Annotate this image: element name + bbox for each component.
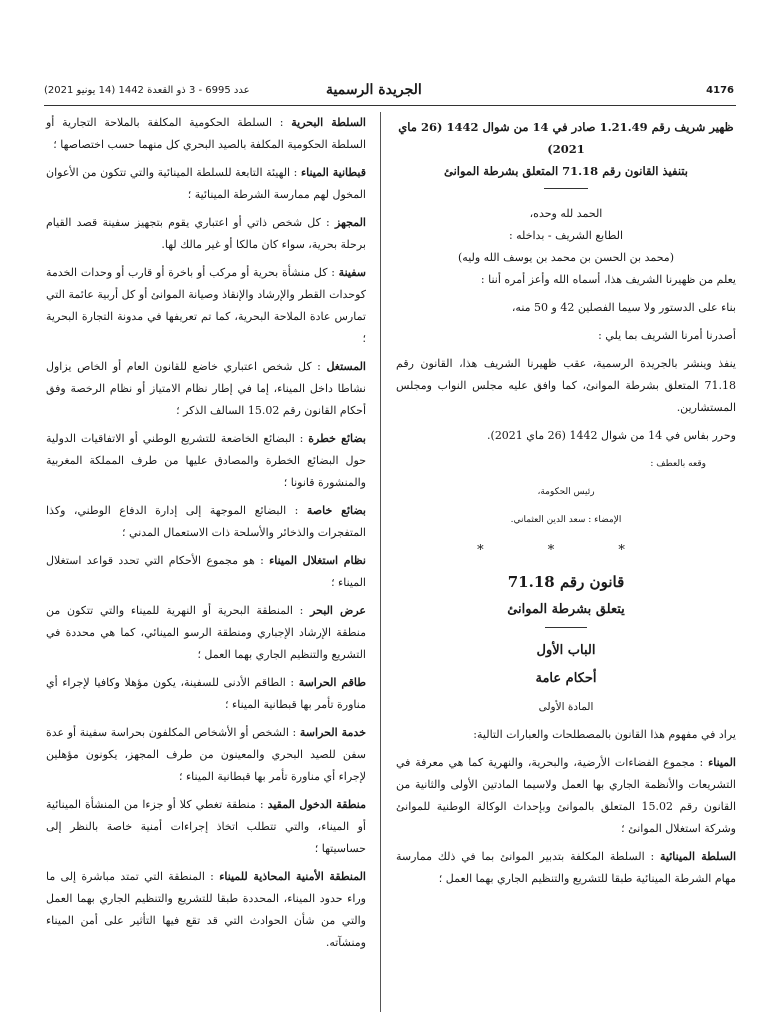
gazette-title: الجريدة الرسمية	[326, 82, 422, 98]
left-column	[46, 112, 366, 960]
article-heading: المادة الأولى	[538, 701, 594, 713]
definition-term: المنطقة الأمنية المحاذية للميناء	[219, 870, 366, 883]
praise-line: الحمد لله وحده،	[529, 207, 603, 220]
definition-text: : الشخص أو الأشخاص المكلفون بحراسة سفينة أو عدة سفن للصيد البحري والمعينون من طرف المجهز، يكونون مؤهلين لإجراء أي مناورة تأمر بها قبطانية الميناء ؛	[46, 726, 366, 783]
know-line: يعلم من ظهيرنا الشريف هذا، أسماه الله وأعز أمره أننا :	[480, 273, 736, 286]
definition-text: : هو مجموع الأحكام التي تحدد قواعد استغلال الميناء ؛	[46, 554, 366, 589]
definition-term: منطقة الدخول المقيد	[267, 798, 367, 811]
signature-line: الإمضاء : سعد الدين العثماني.	[510, 515, 622, 525]
definition-port	[396, 752, 736, 840]
definition-item	[46, 722, 366, 788]
law-subject: يتعلق بشرطة الموانئ	[507, 602, 625, 617]
definition-term: طاقم الحراسة	[298, 676, 367, 689]
page-header	[44, 82, 734, 102]
ordered-line: أصدرنا أمرنا الشريف بما يلي :	[598, 329, 736, 342]
done-at-line: وحرر بفاس في 14 من شوال 1442 (26 ماي 2021).	[487, 429, 736, 442]
definition-text: : البضائع الخاضعة للتشريع الوطني أو الاتفاقيات الدولية حول البضائع الخطرة والمصادق عليها من طرف المملكة المغربية والمنشورة قانونا ؛	[46, 432, 366, 489]
definition-text: : مجموع الفضاءات الأرضية، والبحرية، والنهرية كما هي معرفة في التشريعات والأنظمة الجاري بها العمل ولاسيما المادتين الأولى والثانية من القانون رقم 15.02 المتعلق بالموانئ وبإحداث الوكالة الوطنية للموانئ وشركة استغلال الموانئ ؛	[396, 756, 737, 835]
article-intro: يراد في مفهوم هذا القانون بالمصطلحات والعبارات التالية:	[473, 728, 736, 741]
definition-text: : كل شخص اعتباري خاضع للقانون العام أو الخاص يزاول نشاطا داخل الميناء، إما في إطار نظام الامتياز أو نظام الرخصة وفق أحكام القانون رقم 15.02 السالف الذكر ؛	[46, 360, 366, 417]
countersign-line: وقعه بالعطف :	[650, 459, 706, 469]
definition-term: بضائع خاصة	[306, 504, 366, 517]
head-gov-line: رئيس الحكومة،	[537, 487, 595, 497]
definition-term: بضائع خطرة	[308, 432, 366, 445]
definition-term: الميناء	[708, 756, 736, 769]
definition-item	[46, 212, 366, 256]
definition-item	[46, 794, 366, 860]
definition-term: المجهز	[334, 216, 366, 229]
dahir-title: ظهير شريف رقم 1.21.49 صادر في 14 من شوال 1442 (26 ماي 2021) بتنفيذ القانون رقم 71.18 المتعلق بشرطة الموانئ	[398, 120, 734, 178]
page-number: 4176	[706, 85, 734, 96]
column-divider	[380, 112, 381, 1012]
definition-text: : السلطة الحكومية المكلفة بالملاحة التجارية أو السلطة الحكومية المكلفة بالصيد البحري كل منهما حسب اختصاصها ؛	[46, 116, 366, 151]
definition-item	[46, 550, 366, 594]
definition-item	[46, 112, 366, 156]
issue-info: عدد 6995 - 3 ذو القعدة 1442 (14 يونيو 2021)	[44, 85, 250, 96]
definition-port-authority	[396, 846, 736, 890]
definition-term: نظام استغلال الميناء	[269, 554, 366, 567]
definition-text: : المنطقة التي تمتد مباشرة إلى ما وراء حدود الميناء، المحددة طبقا للتشريع والتنظيم الجاري بهما العمل والتي من شأن الحوادث التي قد تقع فيها التأثير على أمن الميناء ومنشآته.	[46, 870, 366, 949]
definition-term: سفينة	[338, 266, 366, 279]
definition-text: : السلطة المكلفة بتدبير الموانئ بما في ذلك ممارسة مهام الشرطة المينائية طبقا للتشريع والتنظيم الجاري بهما العمل ؛	[396, 850, 736, 885]
definition-term: خدمة الحراسة	[299, 726, 366, 739]
definition-item	[46, 672, 366, 716]
seal-line: الطابع الشريف - بداخله :	[508, 229, 624, 242]
definition-term: السلطة البحرية	[291, 116, 366, 129]
definition-text: : المنطقة البحرية أو النهرية للميناء والتي تتكون من منطقة الإرشاد الإجباري ومنطقة الرسو المينائي، كما هي محددة في التشريع والتنظيم الجاري بهما العمل ؛	[46, 604, 366, 661]
definition-term: السلطة المينائية	[660, 850, 737, 863]
definition-text: : كل شخص ذاتي أو اعتباري يقوم بتجهيز سفينة قصد القيام برحلة بحرية، سواء كان مالكا أو غير مالك لها.	[46, 216, 366, 251]
definition-item	[46, 356, 366, 422]
right-column	[396, 112, 736, 896]
law-number: قانون رقم 71.18	[507, 573, 625, 591]
definition-item	[46, 162, 366, 206]
definition-text: : البضائع الموجهة إلى إدارة الدفاع الوطني، وكذا المتفجرات والذخائر والأسلحة ذات الاستعمال المدني ؛	[46, 504, 366, 539]
definition-item	[46, 428, 366, 494]
king-line: (محمد بن الحسن بن محمد بن يوسف الله وليه)	[458, 251, 674, 264]
definition-text: : منطقة تغطي كلا أو جزءا من المنشأة المينائية أو الميناء، والتي تتطلب اتخاذ إجراءات أمنية خاصة بالنظر إلى حساسيتها ؛	[46, 798, 366, 855]
definition-term: المستغل	[326, 360, 366, 373]
definition-text: : الطاقم الأدنى للسفينة، يكون مؤهلا وكافيا لإجراء أي مناورة تأمر بها قبطانية الميناء ؛	[46, 676, 366, 711]
based-on-line: بناء على الدستور ولا سيما الفصلين 42 و 50 منه،	[511, 301, 736, 314]
stars-separator: * * *	[477, 543, 655, 558]
header-divider	[44, 105, 736, 106]
definition-item	[46, 262, 366, 350]
definition-item	[46, 866, 366, 954]
execute-paragraph: ينفذ وينشر بالجريدة الرسمية، عقب ظهيرنا الشريف هذا، القانون رقم 71.18 المتعلق بشرطة الموانئ، كما وافق عليه مجلس النواب ومجلس المستشارين.	[396, 357, 736, 414]
definition-text: : كل منشأة بحرية أو مركب أو باخرة أو قارب أو وحدات الخدمة كوحدات القطر والإرشاد والإنقاذ وصيانة الموانئ أو كل أربية عائمة التي تمارس عادة الملاحة البحرية، كما تم تعريفها في مدونة التجارة البحرية ؛	[46, 266, 366, 345]
chapter-title: أحكام عامة	[535, 671, 597, 686]
definition-item	[46, 600, 366, 666]
definition-term: قبطانية الميناء	[300, 166, 366, 179]
title-divider	[544, 188, 588, 189]
definition-text: : الهيئة التابعة للسلطة المينائية والتي تتكون من الأعوان المخول لهم ممارسة الشرطة المينائية ؛	[46, 166, 366, 201]
definition-term: عرض البحر	[310, 604, 366, 617]
law-divider	[545, 627, 587, 628]
definition-item	[46, 500, 366, 544]
chapter-heading: الباب الأول	[536, 643, 596, 658]
